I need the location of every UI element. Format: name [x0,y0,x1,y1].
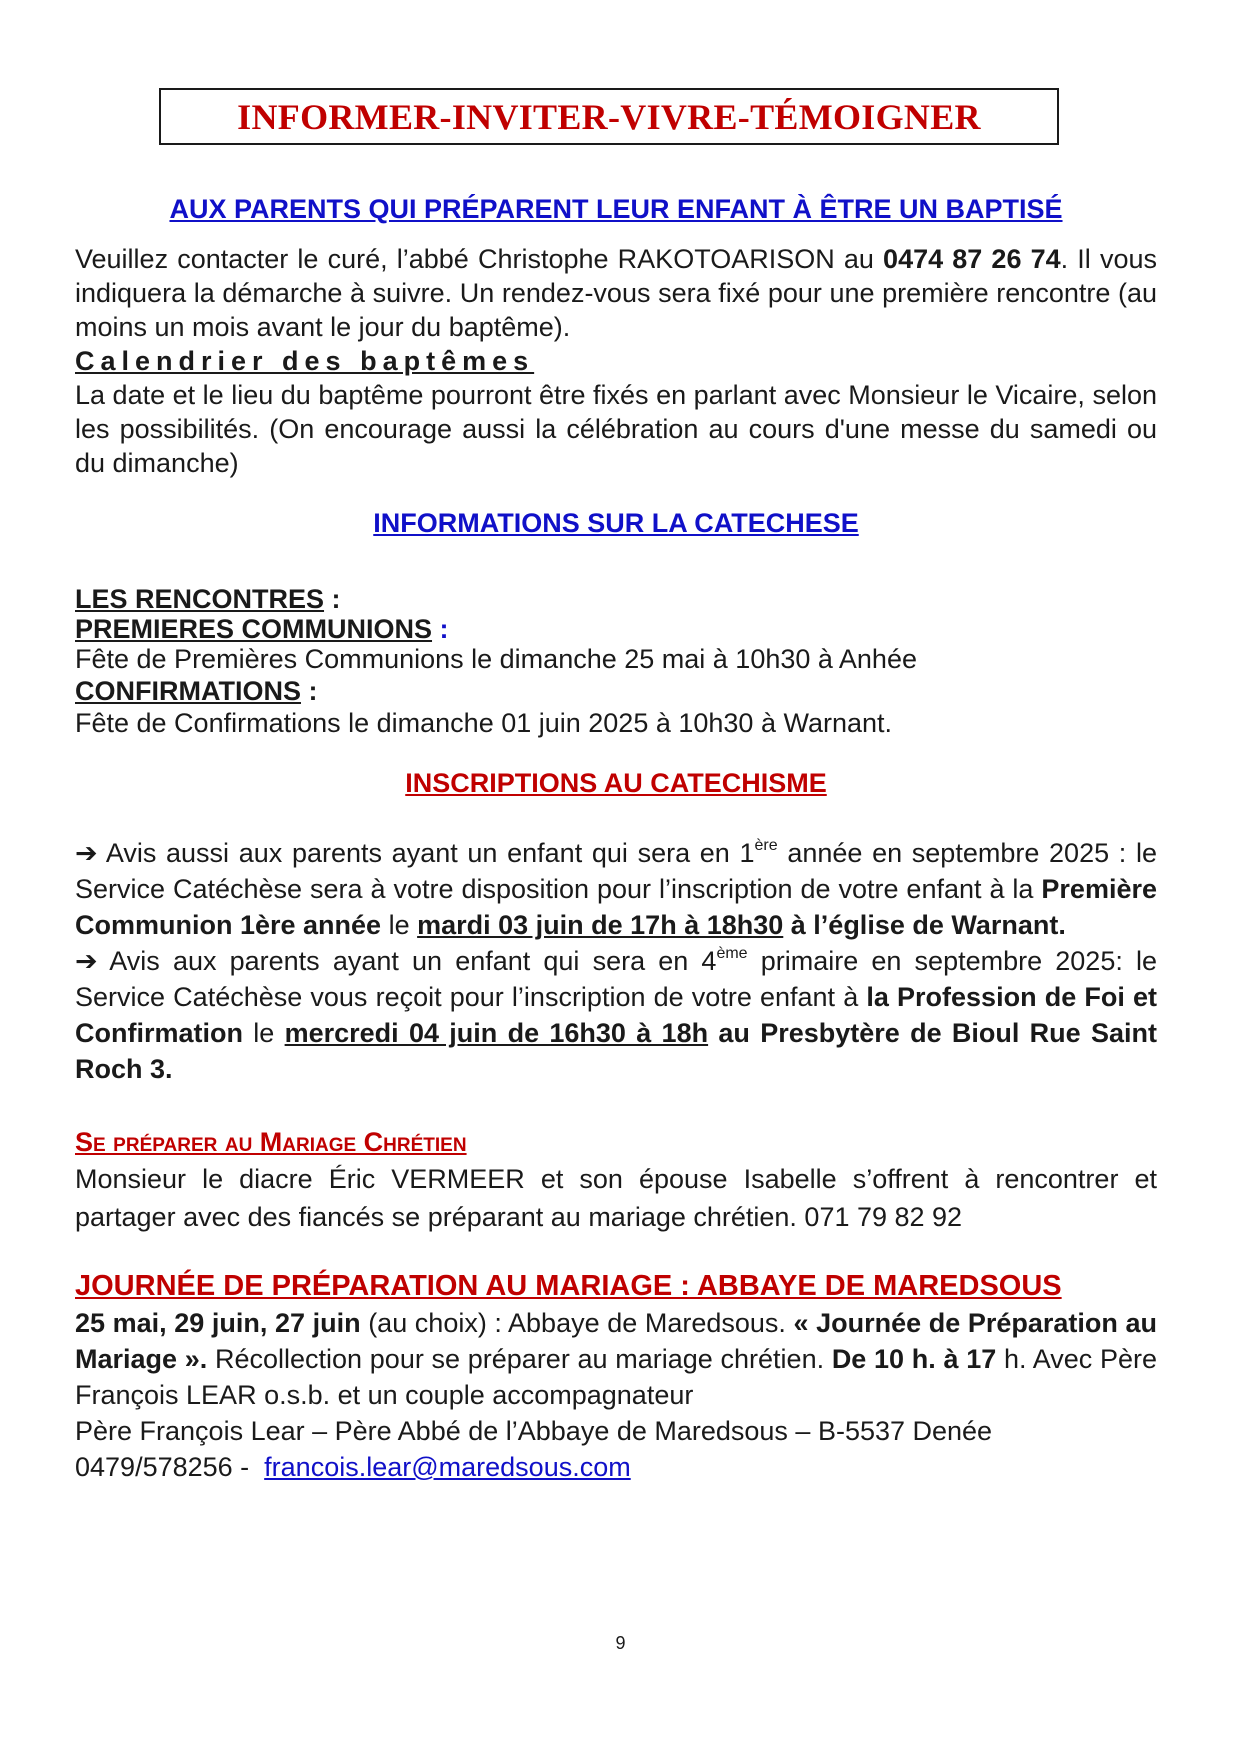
notice-2-date: mercredi 04 juin de 16h30 à 18h [284,1018,709,1048]
mariage-paragraph: Monsieur le diacre Éric VERMEER et son épouse Isabelle s’offrent à rencontrer et partager avec des fiancés se préparant au mariage chrétien. 071 79 82 92 [75,1164,1157,1232]
communions-label: PREMIERES COMMUNIONS [75,614,433,644]
page-number: 9 [615,1633,626,1653]
inscriptions-heading-row [75,768,1157,799]
notice-1-place: à l’église de Warnant. [783,910,1066,940]
communions-row [75,614,1157,644]
journee-paragraph [75,1305,1157,1413]
confirmations-row [75,674,1157,708]
notice-2-text-3: le [243,1018,285,1048]
notice-2-place: au Presbytère de Bioul Rue Saint Roch 3. [75,1018,1157,1084]
journee-email-link[interactable]: francois.lear@maredsous.com [264,1452,631,1482]
notice-1-text-2: année en septembre 2025 : le Service Catéchèse sera à votre disposition pour l’inscription de votre enfant à la [75,838,1157,904]
catechese-heading-row [75,508,1157,539]
journee-contact-row [75,1449,1157,1485]
calendrier-paragraph: La date et le lieu du baptême pourront être fixés en parlant avec Monsieur le Vicaire, selon les possibilités. (On encourage aussi la célébration au cours d'une messe du samedi ou du dimanche) [75,380,1157,478]
title-box [159,88,1059,145]
bapteme-paragraph [75,242,1157,344]
communions-colon: : [432,614,449,644]
notice-2-text-1: Avis aux parents ayant un enfant qui sera en 4 [97,946,717,976]
rencontres-label: LES RENCONTRES [75,584,325,614]
bapteme-heading: AUX PARENTS QUI PRÉPARENT LEUR ENFANT À ÊTRE UN BAPTISÉ [169,194,1063,224]
journee-heading-row [75,1270,1157,1303]
confirmations-colon: : [300,676,318,706]
journee-text-1: (au choix) : Abbaye de Maredsous. [360,1308,794,1338]
inscription-notice-1 [75,835,1157,943]
confirmations-label: CONFIRMATIONS [75,676,301,706]
rencontres-block [75,584,1157,738]
journee-contact: Père François Lear – Père Abbé de l’Abbaye de Maredsous – B-5537 Denée [75,1416,993,1446]
journee-title: « Journée de Préparation au Mariage ». [75,1308,1157,1374]
inscriptions-heading: INSCRIPTIONS AU CATECHISME [405,768,827,798]
bapteme-heading-row [75,194,1157,225]
journee-hours: De 10 h. à 17 [831,1344,997,1374]
calendrier-label-row [75,344,1157,378]
bapteme-text-2: . Il vous indiquera la démarche à suivre. Un rendez-vous sera fixé pour une première rencontre (au moins un mois avant le jour du baptême). [75,244,1157,342]
journee-text-2: Récollection pour se préparer au mariage chrétien. [207,1344,832,1374]
notice-2-sup: ème [716,945,748,962]
arrow-icon: ➔ [75,838,98,868]
mariage-heading: Se préparer au Mariage Chrétien [75,1127,467,1157]
communions-text: Fête de Premières Communions le dimanche 25 mai à 10h30 à Anhée [75,644,917,674]
content [75,190,1157,1485]
calendrier-label: Calendrier des baptêmes [75,346,535,376]
arrow-icon: ➔ [75,946,98,976]
notice-1-date: mardi 03 juin de 17h à 18h30 [417,910,784,940]
notice-1-text-1: Avis aussi aux parents ayant un enfant qui sera en 1 [97,838,755,868]
notice-1-sacrament: Première Communion 1ère année [75,874,1157,940]
rencontres-row [75,584,1157,614]
mariage-heading-row [75,1127,1157,1158]
rencontres-colon: : [324,584,341,614]
confirmations-text: Fête de Confirmations le dimanche 01 juin 2025 à 10h30 à Warnant. [75,708,893,738]
bapteme-phone: 0474 87 26 74 [883,244,1061,274]
catechese-heading: INFORMATIONS SUR LA CATECHESE [373,508,859,538]
notice-1-sup: ère [754,837,778,854]
journee-heading: JOURNÉE DE PRÉPARATION AU MARIAGE : ABBAYE DE MAREDSOUS [75,1270,1062,1302]
notice-2-text-2: primaire en septembre 2025: le Service Catéchèse vous reçoit pour l’inscription de votre enfant à [75,946,1157,1012]
journee-dates: 25 mai, 29 juin, 27 juin [75,1308,361,1338]
journee-phone: 0479/578256 - [75,1452,265,1482]
notice-1-text-3: le [381,910,418,940]
inscription-notice-2 [75,943,1157,1087]
page-title: INFORMER-INVITER-VIVRE-TÉMOIGNER [237,96,981,137]
journee-text-3: h. Avec Père François LEAR o.s.b. et un couple accompagnateur [75,1344,1157,1410]
notice-2-sacrament: la Profession de Foi et Confirmation [75,982,1157,1048]
bapteme-text-1: Veuillez contacter le curé, l’abbé Christophe RAKOTOARISON au [75,244,884,274]
